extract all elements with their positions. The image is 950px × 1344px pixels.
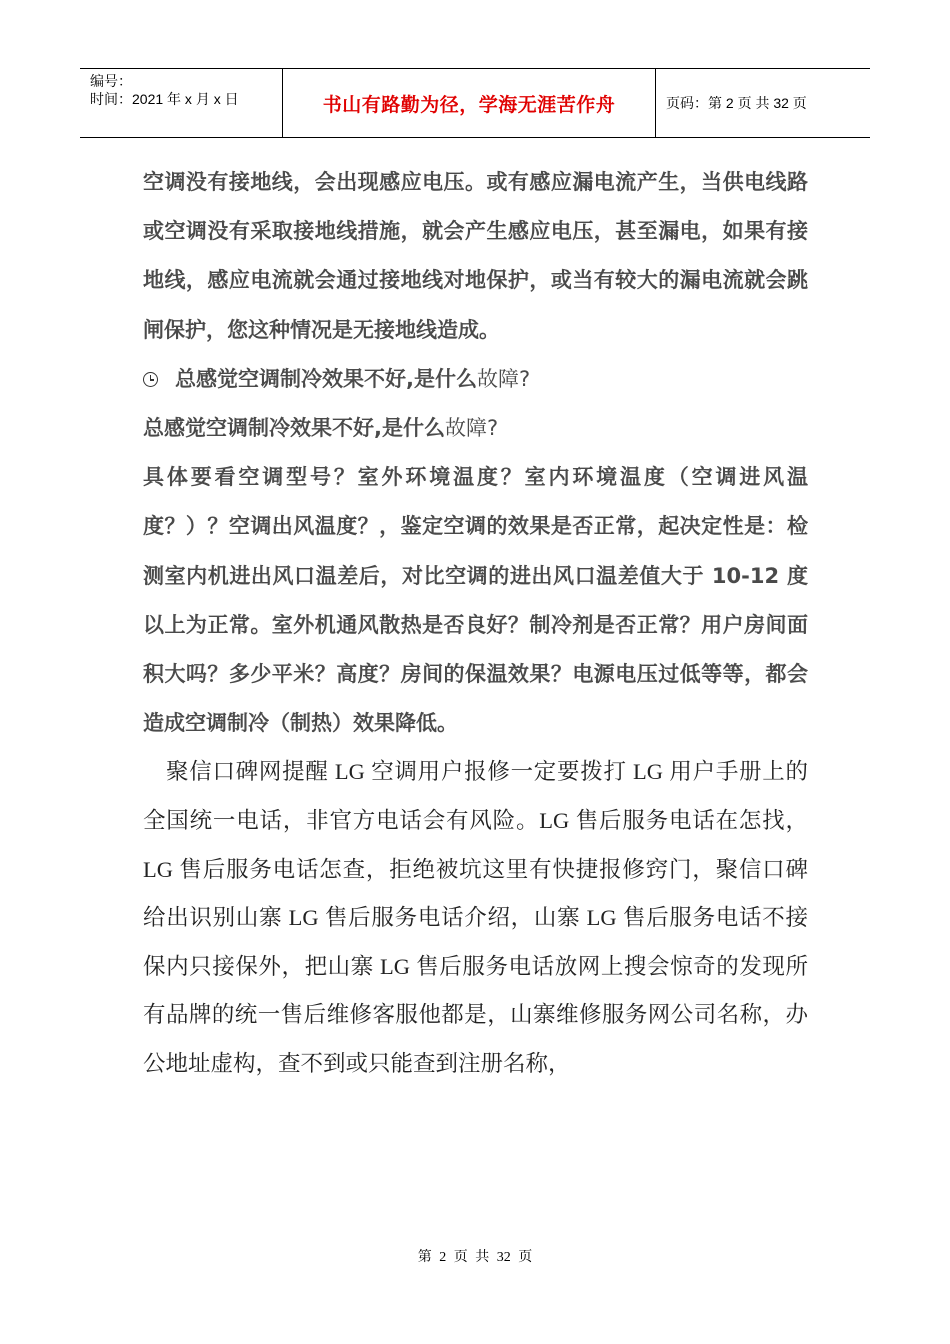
header-meta (80, 69, 283, 137)
question-heading-text (175, 355, 530, 404)
page-header (80, 68, 870, 138)
header-page-code: 页码：第 2 页 共 32 页 (666, 95, 807, 111)
paragraph-cooling-check: 具体要看空调型号？室外环境温度？室内环境温度（空调进风温度？）？空调出风温度？，鉴定空调的效果是否正常，起决定性是：检测室内机进出风口温差后，对比空调的进出风口温差值大于 10-12 度以上为正常。室外机通风散热是否良好？制冷剂是否正常？用户房间面积大吗？多少平米？高度？房间的保温效果？电源电压过低等等，都会造成空调制冷（制热）效果降低。 (143, 465, 808, 736)
paragraph-grounding: 空调没有接地线，会出现感应电压。或有感应漏电流产生，当供电线路或空调没有采取接地线措施，就会产生感应电压，甚至漏电，如果有接地线，感应电流就会通过接地线对地保护，或当有较大的漏电流就会跳闸保护，您这种情况是无接地线造成。 (143, 170, 808, 342)
header-motto: 书山有路勤为径，学海无涯苦作舟 (283, 69, 656, 137)
page-content (143, 158, 808, 1089)
question-repeat-tail: 故障? (444, 416, 499, 441)
paragraph-service-warning: 聚信口碑网提醒 LG 空调用户报修一定要拨打 LG 用户手册上的全国统一电话，非官方电话会有风险。LG 售后服务电话在怎找，LG 售后服务电话怎查，拒绝被坑这里有快捷报修窍门，聚信口碑给出识别山寨 LG 售后服务电话介绍，山寨 LG 售后服务电话不接保内只接保外，把山寨 LG 售后服务电话放网上搜会惊奇的发现所有品牌的统一售后维修客服他都是，山寨维修服务网公司名称，办公地址虚构，查不到或只能查到注册名称， (143, 759, 808, 1076)
question-heading-tail: 故障? (476, 366, 531, 391)
question-repeat (143, 404, 808, 453)
number-label: 编号： (90, 73, 132, 89)
question-heading-main: 总感觉空调制冷效果不好,是什么 (175, 366, 477, 391)
page-footer: 第 2 页 共 32 页 (417, 1250, 533, 1265)
question-heading (143, 355, 808, 404)
question-repeat-main: 总感觉空调制冷效果不好,是什么 (143, 416, 445, 441)
time-label: 时间：2021 年 x 月 x 日 (90, 91, 239, 107)
clock-icon (143, 372, 158, 387)
